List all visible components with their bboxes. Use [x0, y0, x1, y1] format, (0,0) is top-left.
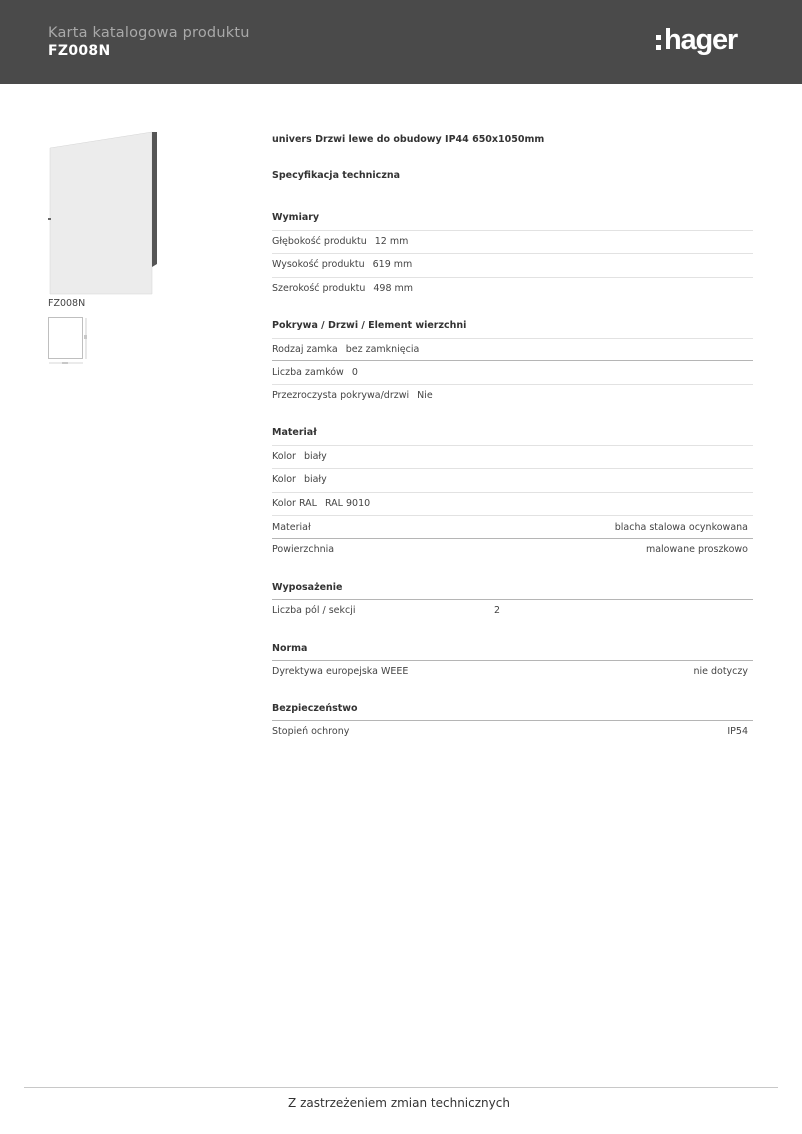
spec-label: Kolor — [272, 451, 296, 462]
spec-row — [272, 445, 753, 468]
spec-label: Stopień ochrony — [272, 726, 350, 737]
spec-label: Kolor — [272, 474, 296, 485]
hager-logo — [656, 22, 737, 58]
spec-value: biały — [303, 451, 327, 462]
page-header — [0, 0, 802, 84]
logo-wordmark: hager — [664, 23, 737, 56]
spec-value: 0 — [351, 367, 358, 378]
spec-label: Dyrektywa europejska WEEE — [272, 666, 409, 677]
spec-value: blacha stalowa ocynkowana — [614, 522, 748, 533]
spec-value: Nie — [417, 390, 433, 401]
spec-row — [272, 230, 753, 253]
spec-value: bez zamknięcia — [345, 344, 420, 355]
technical-drawing-thumbnail[interactable] — [48, 317, 88, 367]
spec-label: Rodzaj zamka — [272, 344, 338, 355]
logo-dots-icon — [656, 35, 661, 50]
spec-label: Materiał — [272, 522, 311, 533]
section-heading-material: Materiał — [272, 427, 317, 438]
product-code: FZ008N — [48, 43, 111, 59]
section-heading-wymiary: Wymiary — [272, 212, 320, 223]
footer-divider — [24, 1087, 778, 1088]
section-heading-norma: Norma — [272, 643, 308, 654]
spec-row — [272, 468, 753, 491]
spec-row — [272, 538, 753, 561]
spec-label: Szerokość produktu — [272, 283, 366, 294]
spec-row — [272, 384, 753, 407]
spec-value: 12 mm — [374, 236, 409, 247]
spec-row — [272, 599, 753, 622]
footer-note: Z zastrzeżeniem zmian technicznych — [288, 1096, 510, 1110]
spec-row — [272, 492, 753, 515]
spec-value: malowane proszkowo — [645, 544, 748, 555]
spec-value: RAL 9010 — [324, 498, 371, 509]
spec-value: IP54 — [727, 726, 748, 737]
section-heading-bezpieczenstwo: Bezpieczeństwo — [272, 703, 358, 714]
spec-label: Wysokość produktu — [272, 259, 365, 270]
spec-row — [272, 277, 753, 300]
section-heading-wyposazenie: Wyposażenie — [272, 582, 343, 593]
product-title: univers Drzwi lewe do obudowy IP44 650x1050mm — [272, 134, 545, 145]
spec-row — [272, 338, 753, 361]
spec-value: 2 — [494, 605, 501, 616]
spec-row — [272, 720, 753, 743]
spec-value: 619 mm — [372, 259, 413, 270]
spec-row — [272, 361, 753, 384]
spec-heading: Specyfikacja techniczna — [272, 170, 401, 181]
spec-label: Przezroczysta pokrywa/drzwi — [272, 390, 410, 401]
spec-label: Powierzchnia — [272, 544, 335, 555]
spec-row — [272, 660, 753, 683]
spec-value: 498 mm — [373, 283, 414, 294]
spec-row — [272, 253, 753, 276]
spec-row — [272, 516, 753, 539]
spec-label: Kolor RAL — [272, 498, 317, 509]
spec-label: Liczba zamków — [272, 367, 344, 378]
spec-value: nie dotyczy — [693, 666, 748, 677]
spec-label: Liczba pól / sekcji — [272, 605, 356, 616]
document-kind: Karta katalogowa produktu — [48, 25, 250, 41]
section-heading-pokrywa: Pokrywa / Drzwi / Element wierzchni — [272, 320, 467, 331]
spec-value: biały — [303, 474, 327, 485]
product-image-caption: FZ008N — [48, 298, 86, 309]
product-image — [48, 130, 160, 298]
spec-label: Głębokość produktu — [272, 236, 367, 247]
